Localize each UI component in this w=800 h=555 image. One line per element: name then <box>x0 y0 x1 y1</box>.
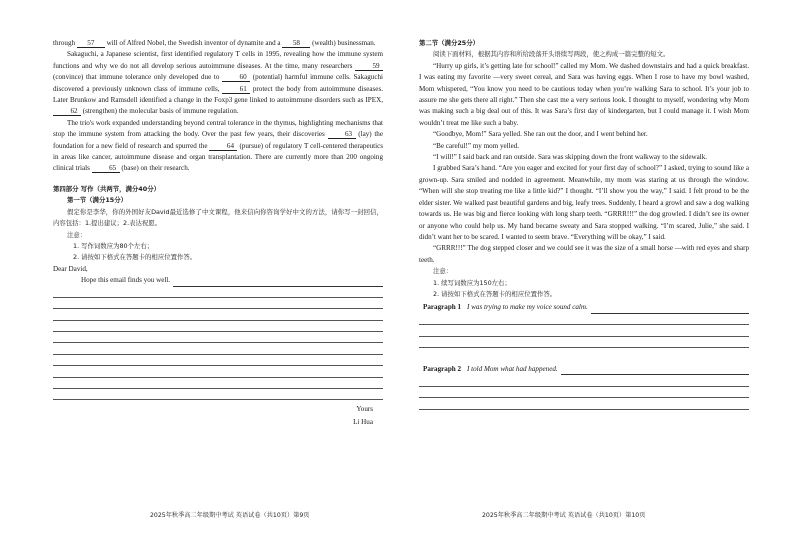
page-footer-left: 2025年秋季高二年级期中考试 英语试卷（共10页）第9页 <box>150 512 310 519</box>
answer-line <box>173 278 383 287</box>
paragraph-2-label: Paragraph 2 <box>423 364 462 373</box>
passage-text: (pursue) of regulatory T cell-centered therapeutics in areas like cancer, autoimmune disease and organ transplantation. There are currently more than 200 ongoing clinical trials <box>53 141 383 173</box>
paragraph-1-opening: I was trying to make my voice sound calm. <box>467 303 588 312</box>
section-2-heading: 第二节（满分25分） <box>419 39 480 47</box>
answer-line <box>53 332 383 343</box>
blank-59: 59 <box>355 62 383 71</box>
paragraph-1-lines <box>419 314 749 348</box>
passage-text: (convince) that immune tolerance only developed due to <box>53 73 223 82</box>
continuation-instructions: 阅读下面材料，根据其内容和所给段落开头语续写两段，使之构成一篇完整的短文。 <box>433 50 670 59</box>
signature: Li Hua <box>353 417 373 426</box>
writing-task: 假定你是李华，你的外国好友David最近选修了中文课程，他来信向你咨询学好中文的方法，请你写一封回信，内容包括：1.提出建议；2.表达祝愿。 <box>53 207 383 228</box>
blank-64: 64 <box>209 142 237 151</box>
answer-line <box>419 325 749 336</box>
passage-paragraph-1 <box>53 38 383 49</box>
blank-57: 57 <box>77 39 105 48</box>
passage-text: (lay) the foundation for a new field of research and spurred the <box>53 130 383 150</box>
answer-line <box>53 287 383 298</box>
part-4-heading: 第四部分 写作（共两节，满分40分） <box>53 184 160 193</box>
blank-63: 63 <box>328 130 356 139</box>
story-paragraph: “GRRR!!!” The dog stepped closer and we could see it was the size of a small horse —with red eyes and sharp teeth. <box>419 244 749 264</box>
closing: Yours <box>356 405 373 414</box>
answer-line <box>53 355 383 366</box>
story-paragraph: I grabbed Sara’s hand. “Are you eager and excited for your first day of school?” I asked, trying to sound like a grown-up. Sara smiled and nodded in agreement. Meanwhile, my mom was staring at us through the window. “When will she stop treating me like a little kid?” I thought. “I’ll show you the way,” I said. I felt proud to be the elder sister. We walked past beautiful gardens and big, leafy trees. Suddenly, I heard a growl and saw a dog walking towards us. He was big and fierce looking with long sharp teeth. “GRRR!!!” the dog growled. I didn’t see its owner or anyone who could help us. My hand became sweaty and Sara stopped walking. “I’m scared, Julie,” she said. I didn’t want her to be scared. I wanted to seem brave. “Everything will be okay,” I said. <box>419 164 749 241</box>
passage-text: protect the body from autoimmune diseases. Later Brunkow and Ramsdell identified a change in the Foxp3 gene linked to autoimmune disorders such as IPEX, <box>53 84 383 105</box>
passage-text: (strengthen) the molecular basis of immune regulation. <box>81 107 239 116</box>
note-2: 2. 请按如下格式在答题卡的相应位置作答。 <box>73 253 197 262</box>
passage-text: through <box>53 39 77 47</box>
blank-62: 62 <box>53 107 81 116</box>
answer-line <box>53 298 383 309</box>
passage-paragraph-3 <box>53 118 383 175</box>
passage-text: will of Alfred Nobel, the Swedish inventor of dynamite and a <box>104 39 283 47</box>
answer-line <box>561 366 749 375</box>
story-paragraph: “I will!” I said back and ran outside. Sara was skipping down the front walkway to the sidewalk. <box>433 153 708 162</box>
story-paragraph: “Hurry up girls, it’s getting late for school!” called my Mom. We dashed downstairs and had a quick breakfast. I was eating my favorite —very sweet cereal, and Sara was having eggs. When I rose to have my bowl washed, Mom whispered, “You know you need to be cautious today when you’re walking Sara to school. It’s your job to assure me she gets there all right.” Then she cast me a very serious look. I thought to myself, wondering why Mom was making such a big deal out of this. It was Sara’s first day of kindergarten, but I could manage it. I wish Mom wouldn’t treat me like such a baby. <box>419 61 749 127</box>
story-paragraph: “Be careful!” my mom yelled. <box>433 141 520 150</box>
note-2: 2. 请按如下格式在答题卡的相应位置作答。 <box>433 289 557 298</box>
paragraph-2-start <box>419 364 749 375</box>
opening-line <box>53 275 383 286</box>
notes-label: 注意： <box>433 267 453 276</box>
answer-line <box>419 387 749 398</box>
answer-line <box>591 305 749 314</box>
page-footer-right: 2025年秋季高二年级期中考试 英语试卷（共10页）第10页 <box>482 512 646 519</box>
passage-text: The trio's work expanded understanding beyond central tolerance in the thymus, highlighting mechanisms that stop the immune system from attacking the body. Over the past few years, their discoveries <box>53 118 383 139</box>
blank-65: 65 <box>92 164 120 173</box>
passage-text: (potential) harmful immune cells. Sakaguchi discovered a previously unknown class of immune cells, <box>53 73 383 93</box>
answer-line <box>419 375 749 386</box>
answer-line <box>53 343 383 354</box>
paragraph-2-opening: I told Mom what had happened. <box>467 364 558 373</box>
left-column <box>53 38 383 428</box>
passage-text: (wealth) businessman. <box>310 39 376 47</box>
passage-text: Sakaguchi, a Japanese scientist, first identified regulatory T cells in 1995, revealing how the immune system functions and why we do not all develop serious autoimmune diseases. At the time, many researchers <box>53 50 383 70</box>
paragraph-1-label: Paragraph 1 <box>423 303 462 312</box>
answer-line <box>53 389 383 400</box>
spacer <box>419 348 749 362</box>
answer-line <box>53 321 383 332</box>
opening-sentence: Hope this email finds you well. <box>81 276 171 285</box>
salutation: Dear David, <box>53 264 88 273</box>
blank-58: 58 <box>282 39 310 48</box>
answer-line <box>53 309 383 320</box>
answer-line <box>419 314 749 325</box>
answer-lines <box>53 287 383 401</box>
notes-label: 注意： <box>67 230 87 239</box>
paragraph-2-lines <box>419 375 749 409</box>
answer-line <box>419 398 749 409</box>
note-1: 1. 续写词数应为150左右； <box>433 278 511 287</box>
answer-line <box>419 337 749 348</box>
answer-line <box>53 366 383 377</box>
paragraph-1-start <box>419 302 749 313</box>
blank-61: 61 <box>222 85 250 94</box>
passage-paragraph-2 <box>53 49 383 117</box>
note-1: 1. 写作词数应为80个左右； <box>73 241 154 250</box>
blank-60: 60 <box>222 73 250 82</box>
story-paragraph: “Goodbye, Mom!” Sara yelled. She ran out the door, and I went behind her. <box>433 130 648 139</box>
right-column <box>419 38 749 410</box>
section-1-heading: 第一节（满分15分） <box>67 196 128 205</box>
answer-line <box>53 378 383 389</box>
passage-text: (base) on their research. <box>119 164 190 173</box>
